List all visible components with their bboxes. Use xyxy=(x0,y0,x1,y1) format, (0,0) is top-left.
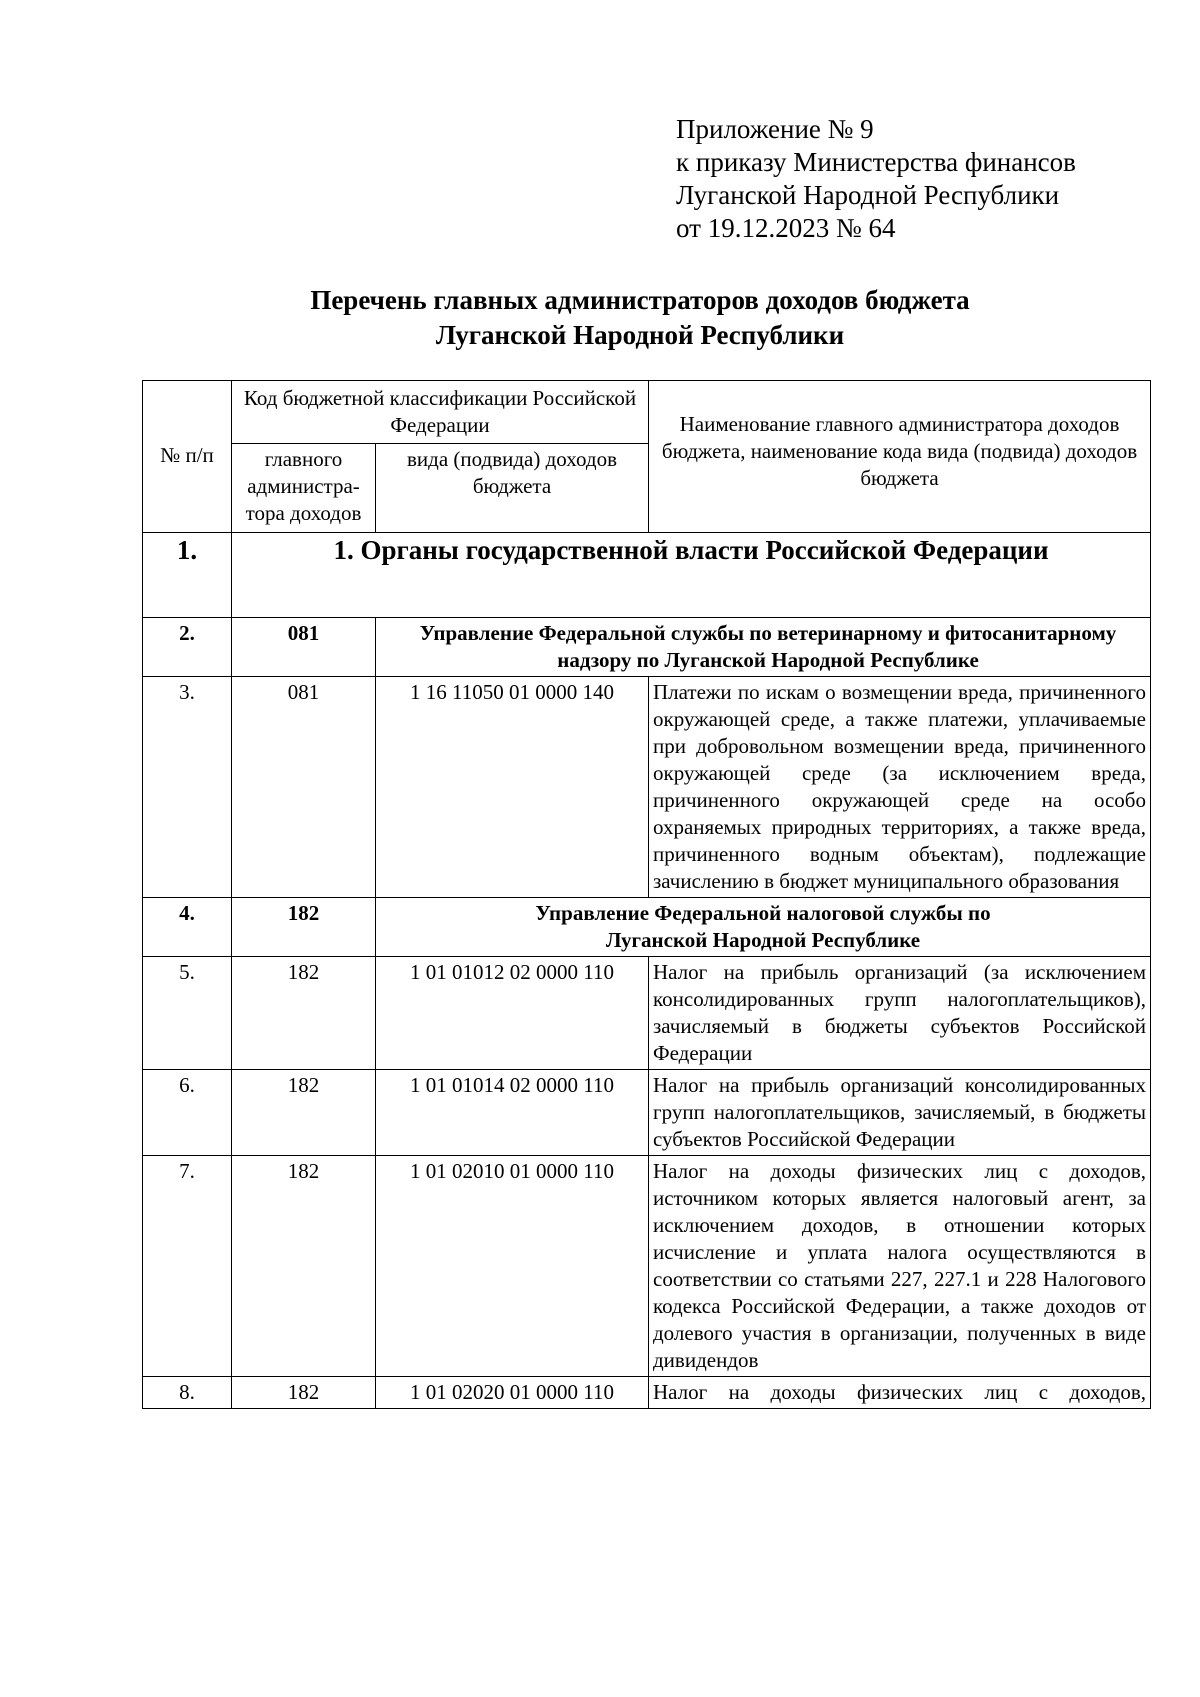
admin-code: 182 xyxy=(232,1070,376,1156)
row-number: 3. xyxy=(143,677,232,898)
header-name: Наименование главного администратора доходов бюджета, наименование кода вида (подвида) доходов бюджета xyxy=(649,381,1151,533)
section-title: 1. Органы государственной власти Российской Федерации xyxy=(232,533,1151,618)
document-title xyxy=(130,283,1150,353)
row-number: 8. xyxy=(143,1377,232,1409)
document-title-line-2: Луганской Народной Республики xyxy=(435,320,845,350)
revenue-description: Налог на доходы физических лиц с доходов, источником которых является налоговый агент, за исключением доходов, в отношении которых исчисление и уплата налога осуществляются в соответствии со статьями 227, 227.1 и 228 Налогового кодекса Российской Федерации, а также доходов от долевого участия в организации, полученных в виде дивидендов xyxy=(649,1156,1151,1377)
header-number: № п/п xyxy=(143,381,232,533)
revenue-code: 1 01 02020 01 0000 110 xyxy=(376,1377,649,1409)
revenue-code: 1 01 01012 02 0000 110 xyxy=(376,957,649,1070)
admin-code: 182 xyxy=(232,1377,376,1409)
row-number: 7. xyxy=(143,1156,232,1377)
revenue-description: Налог на прибыль организаций (за исключением консолидированных групп налогоплательщиков), зачисляемый в бюджеты субъектов Российской Федерации xyxy=(649,957,1151,1070)
appendix-order-ref: к приказу Министерства финансов xyxy=(676,147,1076,177)
row-number: 2. xyxy=(143,618,232,677)
row-number: 6. xyxy=(143,1070,232,1156)
revenue-description: Налог на прибыль организаций консолидированных групп налогоплательщиков, зачисляемый, в бюджеты субъектов Российской Федерации xyxy=(649,1070,1151,1156)
appendix-number: Приложение № 9 xyxy=(676,114,874,144)
admin-name: Управление Федеральной службы по ветеринарному и фитосанитарному надзору по Луганской Народной Республике xyxy=(376,618,1151,677)
header-code-group: Код бюджетной классификации Российской Федерации xyxy=(232,381,649,444)
header-admin-code: главного администра-тора доходов xyxy=(232,444,376,533)
admin-code: 182 xyxy=(232,898,376,957)
table-row xyxy=(143,957,1151,1070)
header-revenue-code: вида (подвида) доходов бюджета xyxy=(376,444,649,533)
table-row xyxy=(143,1070,1151,1156)
revenue-description: Платежи по искам о возмещении вреда, причиненного окружающей среде, а также платежи, уплачиваемые при добровольном возмещении вреда, причиненного окружающей среде (за исключением вреда, причиненного окружающей среде на особо охраняемых природных территориях, а также вреда, причиненного водным объектам), подлежащие зачислению в бюджет муниципального образования xyxy=(649,677,1151,898)
table-row xyxy=(143,533,1151,618)
appendix-republic: Луганской Народной Республики xyxy=(676,180,1060,210)
table-row xyxy=(143,677,1151,898)
admin-code: 081 xyxy=(232,677,376,898)
row-number: 4. xyxy=(143,898,232,957)
admin-name: Управление Федеральной налоговой службы по Луганской Народной Республике xyxy=(376,898,1151,957)
revenue-code: 1 01 02010 01 0000 110 xyxy=(376,1156,649,1377)
admin-code: 182 xyxy=(232,957,376,1070)
table-header-row xyxy=(143,381,1151,444)
revenue-code: 1 01 01014 02 0000 110 xyxy=(376,1070,649,1156)
table-row xyxy=(143,898,1151,957)
document-title-line-1: Перечень главных администраторов доходов бюджета xyxy=(310,285,970,315)
row-number: 5. xyxy=(143,957,232,1070)
administrators-table xyxy=(142,380,1151,1409)
table-row xyxy=(143,1156,1151,1377)
admin-code: 081 xyxy=(232,618,376,677)
admin-code: 182 xyxy=(232,1156,376,1377)
table-row xyxy=(143,618,1151,677)
appendix-header xyxy=(676,113,1076,245)
appendix-date: от 19.12.2023 № 64 xyxy=(676,213,896,243)
revenue-description: Налог на доходы физических лиц с доходов, xyxy=(649,1377,1151,1409)
table-row xyxy=(143,1377,1151,1409)
revenue-code: 1 16 11050 01 0000 140 xyxy=(376,677,649,898)
row-number: 1. xyxy=(143,533,232,618)
